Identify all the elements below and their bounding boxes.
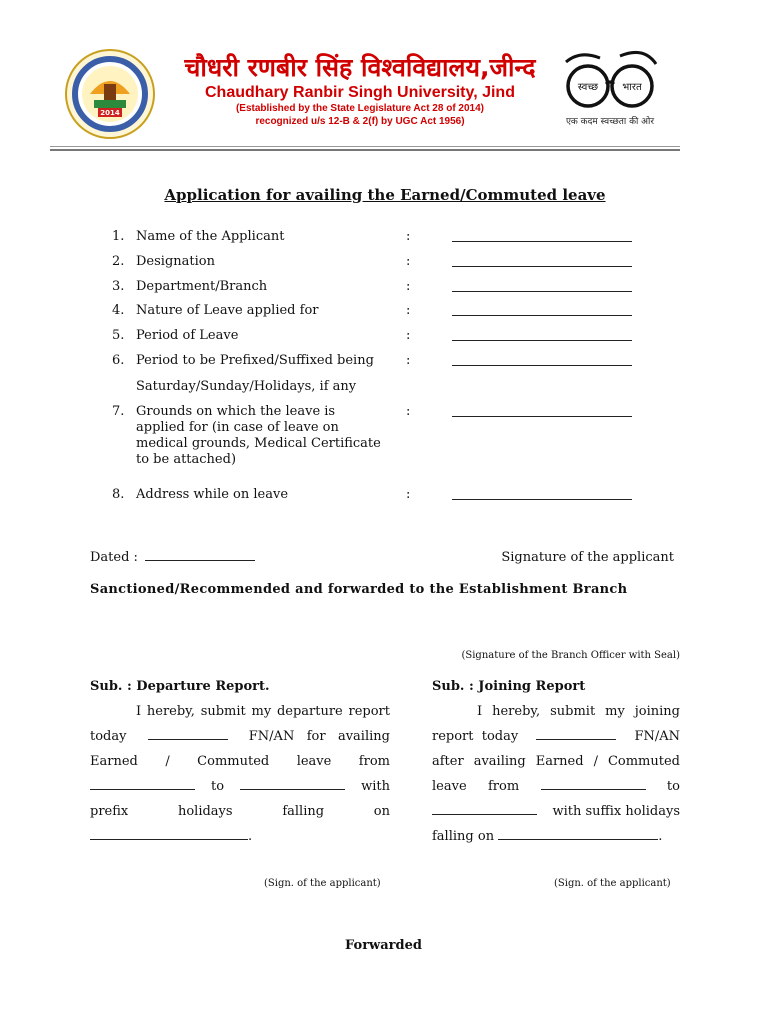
joining-from-date-blank[interactable] [541,779,646,790]
header-divider-thick [50,149,680,151]
departure-earned-text: Earned [90,754,138,769]
departure-from-date-blank[interactable] [90,779,195,790]
field-label: Designation [136,254,215,269]
joining-holiday-date-blank[interactable] [498,829,658,840]
departure-slash-text: / [165,754,170,769]
svg-text:2014: 2014 [100,109,120,117]
joining-signature-label: (Sign. of the applicant) [554,878,671,889]
field-label: Period of Leave [136,328,239,343]
field-number: 7. [112,404,125,419]
swachh-tagline: एक कदम स्वच्छता की ओर [565,117,655,127]
departure-date-blank[interactable] [148,729,228,740]
joining-line-4 [432,779,680,794]
joining-with-suffix-text: with suffix holidays [552,804,680,819]
form-title: Application for availing the Earned/Commuted leave [164,186,606,204]
departure-on-text: on [373,804,390,819]
grounds-blank[interactable] [452,404,632,417]
field-number: 4. [112,303,125,318]
departure-to-date-blank[interactable] [240,779,345,790]
applicant-signature-label: Signature of the applicant [501,550,674,565]
field-number: 5. [112,328,125,343]
departure-line-3 [90,754,390,769]
departure-today-text: today [90,729,127,744]
header-divider-thin [50,146,680,147]
branch-officer-signature-label: (Signature of the Branch Officer with Seal) [461,650,680,661]
joining-date-blank[interactable] [536,729,616,740]
departure-with-text: with [361,779,390,794]
departure-to-text: to [211,779,225,794]
nature-of-leave-blank[interactable] [452,303,632,316]
field-label-line: applied for (in case of leave on [136,420,339,435]
field-label-line: medical grounds, Medical Certificate [136,436,381,451]
departure-commuted-text: Commuted [197,754,270,769]
departure-line-4 [90,779,390,794]
field-number: 6. [112,353,125,368]
field-label: Address while on leave [136,487,289,502]
joining-to-date-blank[interactable] [432,804,537,815]
departure-prefix-text: prefix [90,804,129,819]
joining-line-3: after availing Earned / Commuted [432,754,680,769]
joining-to-text: to [666,779,680,794]
university-logo [64,48,156,140]
dated-blank[interactable] [145,560,255,561]
joining-line-2 [432,729,680,744]
joining-period-text: . [658,829,663,844]
departure-signature-label: (Sign. of the applicant) [264,878,381,889]
dated-label: Dated : [90,550,138,565]
establishment-line-1: (Established by the State Legislature Act 28 of 2014) [235,103,485,114]
field-colon: : [406,487,411,502]
field-colon: : [406,328,411,343]
joining-report-heading: Sub. : Joining Report [432,679,586,694]
field-number: 3. [112,279,125,294]
designation-blank[interactable] [452,254,632,267]
field-label-line: Grounds on which the leave is [136,404,336,419]
departure-line-6 [90,829,252,844]
field-label: Period to be Prefixed/Suffixed being [136,353,374,368]
joining-fnan-text: FN/AN [634,729,680,744]
joining-line-5 [432,804,680,819]
departure-holiday-date-blank[interactable] [90,829,248,840]
department-blank[interactable] [452,279,632,292]
field-label: Department/Branch [136,279,268,294]
field-colon: : [406,229,411,244]
applicant-name-blank[interactable] [452,229,632,242]
field-label-line: to be attached) [136,452,237,467]
field-label: Nature of Leave applied for [136,303,319,318]
departure-fnan-text: FN/AN for availing [248,729,390,744]
forwarded-heading: Forwarded [345,938,422,953]
field-colon: : [406,353,411,368]
prefix-suffix-blank[interactable] [452,353,632,366]
period-of-leave-blank[interactable] [452,328,632,341]
joining-falling-on-text: falling on [432,829,495,844]
joining-line-1: I hereby, submit my joining [477,704,680,719]
svg-text:भारत: भारत [622,82,642,93]
departure-holidays-text: holidays [177,804,233,819]
departure-report-heading: Sub. : Departure Report. [90,679,270,694]
field-label-continued: Saturday/Sunday/Holidays, if any [136,379,357,394]
field-number: 8. [112,487,125,502]
departure-period-text: . [248,829,253,844]
svg-text:स्वच्छ: स्वच्छ [577,82,599,93]
departure-leave-text: leave [296,754,332,769]
university-title-english: Chaudhary Ranbir Singh University, Jind [205,84,515,101]
departure-line-1: I hereby, submit my departure report [136,704,390,719]
joining-from-text: from [488,779,520,794]
joining-line-6 [432,829,662,844]
field-colon: : [406,404,411,419]
field-number: 2. [112,254,125,269]
field-label: Name of the Applicant [136,229,285,244]
field-number: 1. [112,229,125,244]
joining-leave-text: leave [432,779,467,794]
departure-line-5 [90,804,390,819]
departure-from-text: from [358,754,390,769]
departure-falling-text: falling [282,804,325,819]
joining-report-today-text: report today [432,729,519,744]
field-colon: : [406,254,411,269]
university-title-hindi: चौधरी रणबीर सिंह विश्वविद्यालय,जीन्द [184,53,536,82]
establishment-note [160,102,560,128]
field-colon: : [406,279,411,294]
establishment-line-2: recognized u/s 12-B & 2(f) by UGC Act 1956) [255,116,465,127]
sanctioned-heading: Sanctioned/Recommended and forwarded to the Establishment Branch [90,582,628,597]
address-blank[interactable] [452,487,632,500]
field-colon: : [406,303,411,318]
departure-line-2 [90,729,390,744]
